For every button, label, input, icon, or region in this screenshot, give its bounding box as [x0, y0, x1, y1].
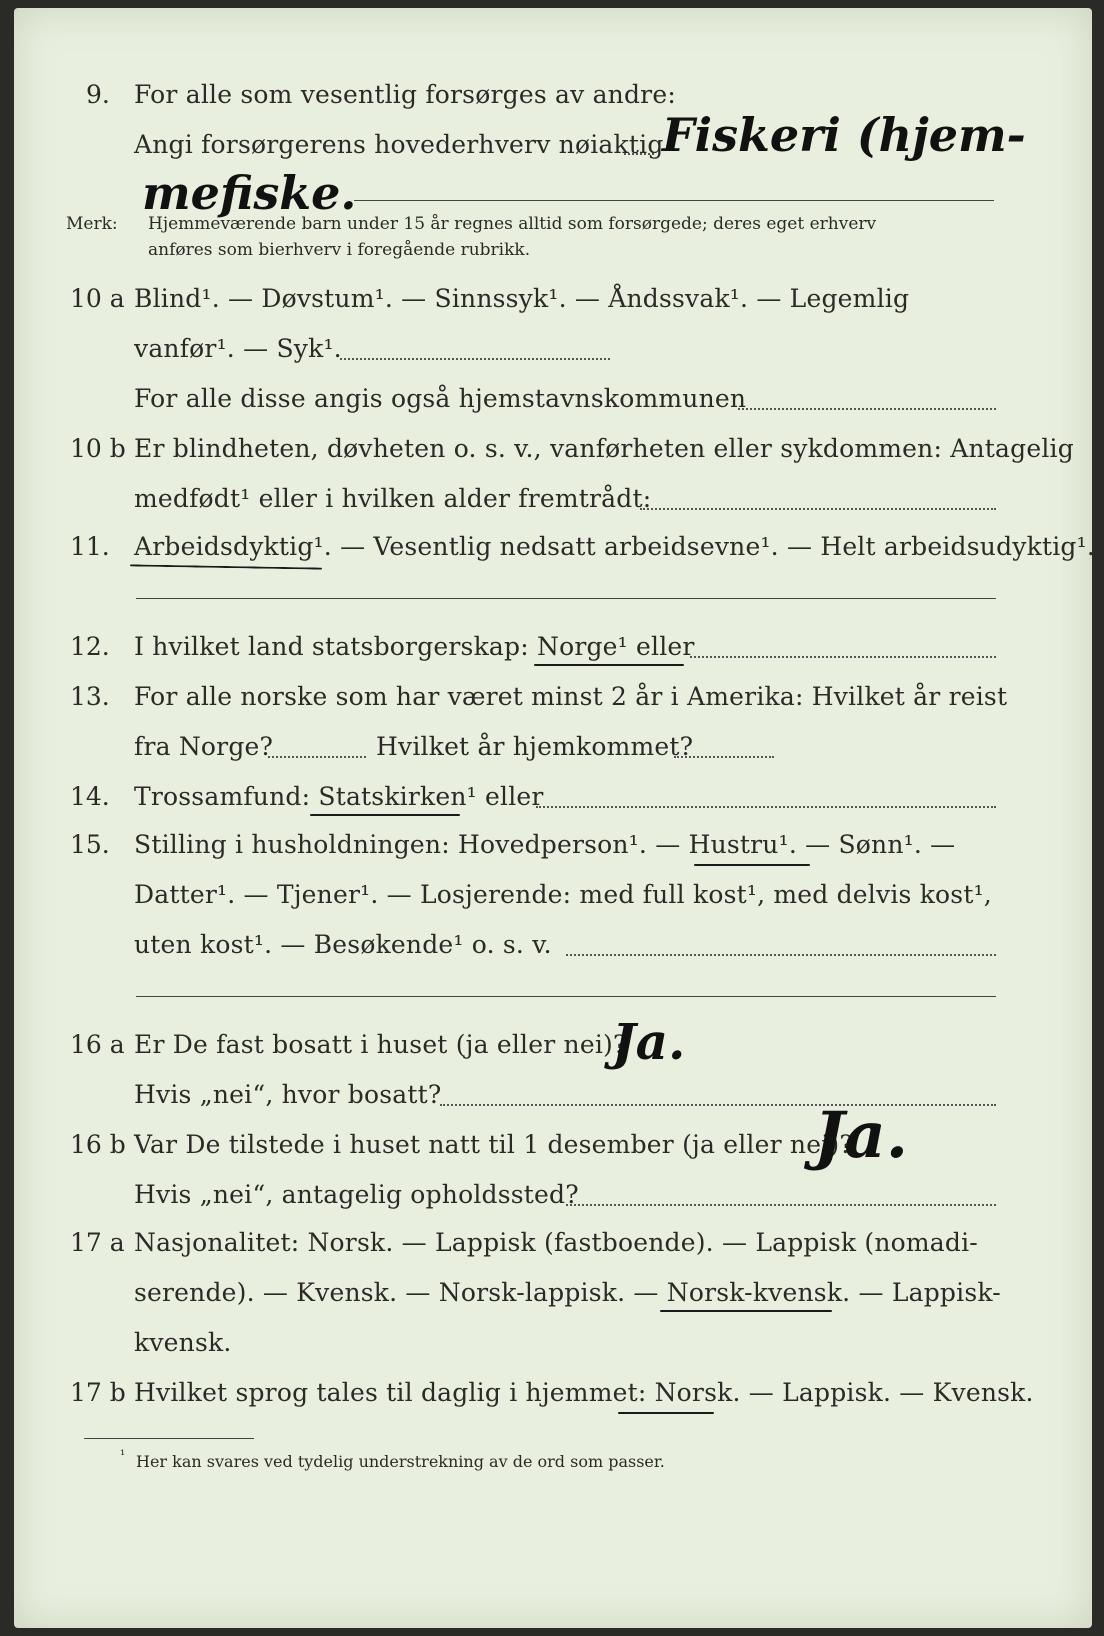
- q17a-line2: serende). — Kvensk. — Norsk-lappisk. — Norsk-kvensk. — Lappisk-: [134, 1278, 1001, 1307]
- q16a-line2: Hvis „nei“, hvor bosatt?: [134, 1080, 442, 1109]
- q11-answer-line: [136, 598, 996, 599]
- q17a-line3: kvensk.: [134, 1328, 232, 1357]
- q17b-underline-norsk: [618, 1412, 714, 1414]
- census-form-page: [14, 8, 1095, 1628]
- q15-answer-line: [136, 996, 996, 997]
- q16a-handwritten-answer: Ja.: [612, 1012, 686, 1071]
- merk-label: Merk:: [66, 214, 118, 234]
- q13-line2b: Hvilket år hjemkommet?: [376, 732, 694, 761]
- q15-line3: uten kost¹. — Besøkende¹ o. s. v.: [134, 930, 552, 959]
- q17a-line1: Nasjonalitet: Norsk. — Lappisk (fastboende). — Lappisk (nomadi-: [134, 1228, 978, 1257]
- q10b-line2: medfødt¹ eller i hvilken alder fremtrådt:: [134, 484, 652, 513]
- q11-number: 11.: [70, 532, 110, 561]
- q15-line1: Stilling i husholdningen: Hovedperson¹. — Hustru¹. — Sønn¹. —: [134, 830, 956, 859]
- q9-line1: For alle som vesentlig forsørges av andre:: [134, 80, 676, 109]
- q12-line1: I hvilket land statsborgerskap: Norge¹ eller: [134, 632, 695, 661]
- q16a-line1: Er De fast bosatt i huset (ja eller nei)?: [134, 1030, 627, 1059]
- q10a-number: 10 a: [70, 284, 125, 313]
- merk-line1: Hjemmeværende barn under 15 år regnes alltid som forsørgede; deres eget erhverv: [148, 214, 877, 234]
- q14-dotted-line: [536, 806, 996, 808]
- q16a-dotted-line: [440, 1104, 996, 1106]
- q16b-line1: Var De tilstede i huset natt til 1 desember (ja eller nei)?: [134, 1130, 853, 1159]
- q16a-number: 16 a: [70, 1030, 125, 1059]
- footnote-mark: ¹: [120, 1448, 126, 1463]
- q16b-line2: Hvis „nei“, antagelig opholdssted?: [134, 1180, 579, 1209]
- q10a-line1: Blind¹. — Døvstum¹. — Sinnssyk¹. — Åndssvak¹. — Legemlig: [134, 284, 910, 313]
- q13-line2a: fra Norge?: [134, 732, 274, 761]
- q17a-underline-norsk-kvensk: [660, 1310, 832, 1312]
- q12-dotted-line: [690, 656, 996, 658]
- q16b-dotted-line: [566, 1204, 996, 1206]
- q14-underline-statskirken: [310, 814, 460, 816]
- q12-underline-norge: [534, 664, 684, 666]
- q9-answer-line: [354, 200, 994, 201]
- merk-line2: anføres som bierhverv i foregående rubrikk.: [148, 240, 531, 260]
- q15-number: 15.: [70, 830, 110, 859]
- q13-dotted-line-2: [674, 756, 774, 758]
- q10b-dotted-line: [640, 508, 996, 510]
- q14-number: 14.: [70, 782, 110, 811]
- q16b-handwritten-answer: Ja.: [814, 1098, 909, 1173]
- q10a-line3: For alle disse angis også hjemstavnskommunen: [134, 384, 747, 413]
- q13-line1: For alle norske som har været minst 2 år i Amerika: Hvilket år reist: [134, 682, 1008, 711]
- q17b-number: 17 b: [70, 1378, 126, 1407]
- q16b-number: 16 b: [70, 1130, 126, 1159]
- q9-handwritten-answer-2: mefiske.: [142, 166, 357, 220]
- q10a-dotted-line-2: [738, 408, 996, 410]
- q15-line2: Datter¹. — Tjener¹. — Losjerende: med full kost¹, med delvis kost¹,: [134, 880, 992, 909]
- footnote-text: Her kan svares ved tydelig understrekning av de ord som passer.: [136, 1452, 665, 1471]
- q11-underline-arbeidsdyktig: [130, 564, 322, 569]
- q10a-dotted-line-1: [340, 358, 610, 360]
- q12-number: 12.: [70, 632, 110, 661]
- q14-line1: Trossamfund: Statskirken¹ eller: [134, 782, 544, 811]
- q9-number: 9.: [86, 80, 110, 109]
- q15-underline-hustru: [694, 864, 810, 866]
- q10a-line2: vanfør¹. — Syk¹.: [134, 334, 342, 363]
- q15-dotted-line: [566, 954, 996, 956]
- q17a-number: 17 a: [70, 1228, 125, 1257]
- q9-dotted-line-1: [624, 153, 654, 155]
- q13-dotted-line-1: [268, 756, 366, 758]
- q11-line1: Arbeidsdyktig¹. — Vesentlig nedsatt arbeidsevne¹. — Helt arbeidsudyktig¹.: [134, 532, 1095, 561]
- q10b-line1: Er blindheten, døvheten o. s. v., vanførheten eller sykdommen: Antagelig: [134, 434, 1074, 463]
- q9-line2: Angi forsørgerens hovederhverv nøiaktig: [134, 130, 664, 159]
- q17b-line1: Hvilket sprog tales til daglig i hjemmet: Norsk. — Lappisk. — Kvensk.: [134, 1378, 1034, 1407]
- q10b-number: 10 b: [70, 434, 126, 463]
- q13-number: 13.: [70, 682, 110, 711]
- q9-handwritten-answer-1: Fiskeri (hjem-: [662, 108, 1026, 162]
- footnote-rule: [84, 1438, 254, 1439]
